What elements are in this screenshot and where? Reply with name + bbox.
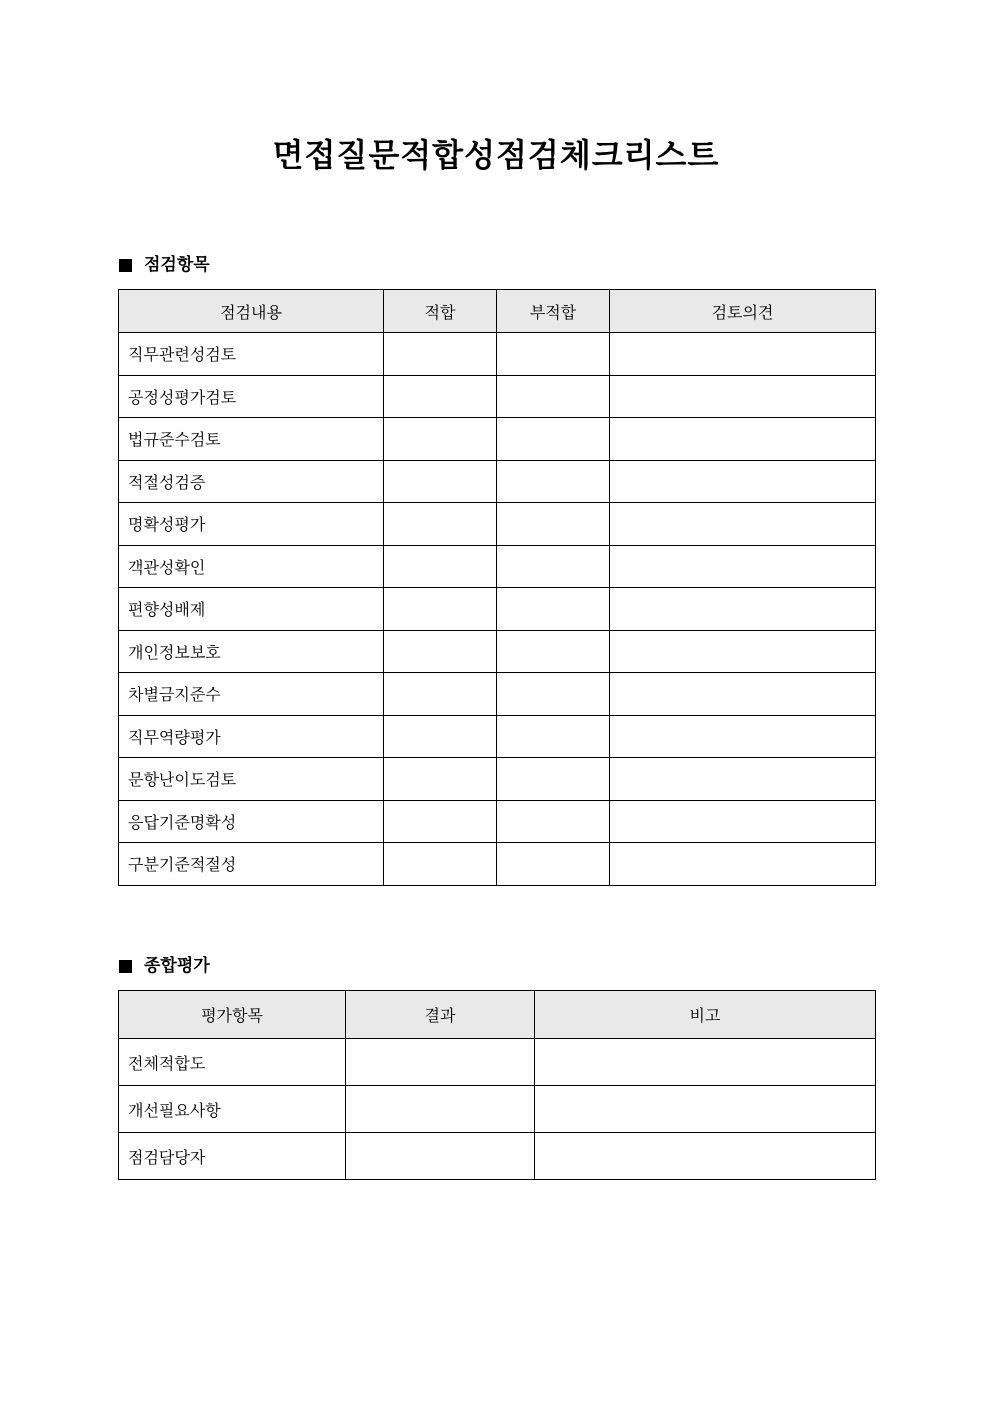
row-label: 편향성배제 bbox=[119, 588, 384, 631]
table-row bbox=[119, 418, 876, 461]
table-row bbox=[119, 1039, 876, 1086]
table-row bbox=[119, 588, 876, 631]
square-bullet-icon bbox=[119, 259, 132, 272]
review-opinion-cell[interactable] bbox=[610, 418, 876, 461]
table-row bbox=[119, 375, 876, 418]
suitable-cell[interactable] bbox=[384, 375, 497, 418]
checklist-table bbox=[118, 289, 876, 886]
section-heading-overall-evaluation bbox=[119, 954, 210, 978]
column-header-review-opinion: 검토의견 bbox=[610, 290, 876, 333]
result-cell[interactable] bbox=[346, 1086, 535, 1133]
suitable-cell[interactable] bbox=[384, 673, 497, 716]
table-row bbox=[119, 673, 876, 716]
row-label: 개인정보보호 bbox=[119, 630, 384, 673]
remarks-cell[interactable] bbox=[535, 1133, 876, 1180]
table-row bbox=[119, 333, 876, 376]
table-header-row bbox=[119, 991, 876, 1039]
review-opinion-cell[interactable] bbox=[610, 460, 876, 503]
remarks-cell[interactable] bbox=[535, 1039, 876, 1086]
remarks-cell[interactable] bbox=[535, 1086, 876, 1133]
row-label: 구분기준적절성 bbox=[119, 843, 384, 886]
result-cell[interactable] bbox=[346, 1039, 535, 1086]
suitable-cell[interactable] bbox=[384, 588, 497, 631]
row-label: 응답기준명확성 bbox=[119, 800, 384, 843]
suitable-cell[interactable] bbox=[384, 333, 497, 376]
row-label: 점검담당자 bbox=[119, 1133, 346, 1180]
unsuitable-cell[interactable] bbox=[497, 758, 610, 801]
table-row bbox=[119, 758, 876, 801]
section-heading-inspection-items bbox=[119, 253, 210, 277]
row-label: 전체적합도 bbox=[119, 1039, 346, 1086]
unsuitable-cell[interactable] bbox=[497, 715, 610, 758]
review-opinion-cell[interactable] bbox=[610, 800, 876, 843]
unsuitable-cell[interactable] bbox=[497, 843, 610, 886]
row-label: 개선필요사항 bbox=[119, 1086, 346, 1133]
table-row bbox=[119, 1133, 876, 1180]
review-opinion-cell[interactable] bbox=[610, 843, 876, 886]
row-label: 객관성확인 bbox=[119, 545, 384, 588]
review-opinion-cell[interactable] bbox=[610, 333, 876, 376]
review-opinion-cell[interactable] bbox=[610, 630, 876, 673]
review-opinion-cell[interactable] bbox=[610, 758, 876, 801]
review-opinion-cell[interactable] bbox=[610, 715, 876, 758]
unsuitable-cell[interactable] bbox=[497, 800, 610, 843]
suitable-cell[interactable] bbox=[384, 460, 497, 503]
review-opinion-cell[interactable] bbox=[610, 503, 876, 546]
table-row bbox=[119, 1086, 876, 1133]
column-header-remarks: 비고 bbox=[535, 991, 876, 1039]
suitable-cell[interactable] bbox=[384, 545, 497, 588]
row-label: 문항난이도검토 bbox=[119, 758, 384, 801]
column-header-result: 결과 bbox=[346, 991, 535, 1039]
column-header-evaluation-item: 평가항목 bbox=[119, 991, 346, 1039]
table-row bbox=[119, 630, 876, 673]
unsuitable-cell[interactable] bbox=[497, 333, 610, 376]
row-label: 법규준수검토 bbox=[119, 418, 384, 461]
unsuitable-cell[interactable] bbox=[497, 673, 610, 716]
review-opinion-cell[interactable] bbox=[610, 673, 876, 716]
suitable-cell[interactable] bbox=[384, 630, 497, 673]
table-row bbox=[119, 843, 876, 886]
result-cell[interactable] bbox=[346, 1133, 535, 1180]
row-label: 적절성검증 bbox=[119, 460, 384, 503]
unsuitable-cell[interactable] bbox=[497, 418, 610, 461]
column-header-content: 점검내용 bbox=[119, 290, 384, 333]
unsuitable-cell[interactable] bbox=[497, 460, 610, 503]
row-label: 공정성평가검토 bbox=[119, 375, 384, 418]
table-header-row bbox=[119, 290, 876, 333]
review-opinion-cell[interactable] bbox=[610, 588, 876, 631]
row-label: 직무관련성검토 bbox=[119, 333, 384, 376]
row-label: 차별금지준수 bbox=[119, 673, 384, 716]
summary-table bbox=[118, 990, 876, 1180]
table-row bbox=[119, 503, 876, 546]
suitable-cell[interactable] bbox=[384, 758, 497, 801]
square-bullet-icon bbox=[119, 960, 132, 973]
page-title: 면접질문적합성점검체크리스트 bbox=[272, 136, 720, 174]
row-label: 명확성평가 bbox=[119, 503, 384, 546]
row-label: 직무역량평가 bbox=[119, 715, 384, 758]
table-row bbox=[119, 715, 876, 758]
suitable-cell[interactable] bbox=[384, 843, 497, 886]
section-heading-label: 종합평가 bbox=[144, 956, 210, 976]
unsuitable-cell[interactable] bbox=[497, 545, 610, 588]
column-header-unsuitable: 부적합 bbox=[497, 290, 610, 333]
review-opinion-cell[interactable] bbox=[610, 545, 876, 588]
unsuitable-cell[interactable] bbox=[497, 503, 610, 546]
suitable-cell[interactable] bbox=[384, 503, 497, 546]
review-opinion-cell[interactable] bbox=[610, 375, 876, 418]
suitable-cell[interactable] bbox=[384, 800, 497, 843]
suitable-cell[interactable] bbox=[384, 715, 497, 758]
table-row bbox=[119, 545, 876, 588]
section-heading-label: 점검항목 bbox=[144, 255, 210, 275]
suitable-cell[interactable] bbox=[384, 418, 497, 461]
unsuitable-cell[interactable] bbox=[497, 588, 610, 631]
unsuitable-cell[interactable] bbox=[497, 630, 610, 673]
table-row bbox=[119, 460, 876, 503]
table-row bbox=[119, 800, 876, 843]
column-header-suitable: 적합 bbox=[384, 290, 497, 333]
unsuitable-cell[interactable] bbox=[497, 375, 610, 418]
